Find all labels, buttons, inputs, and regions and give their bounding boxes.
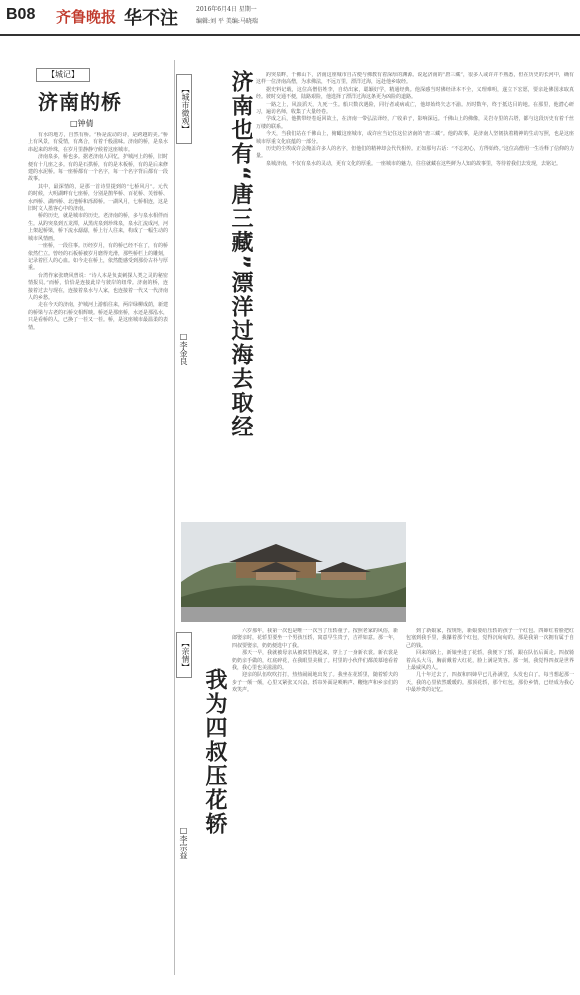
column-name: 华不注: [124, 8, 178, 29]
right-bottom-headline: 我为四叔压花轿: [202, 668, 227, 836]
page-number: B08: [6, 6, 36, 23]
issue-date: 2016年6月4日 星期一: [196, 6, 257, 13]
paragraph: 台湾作家张晓风曾说：“诗人本是负责刺探人类之灵的秘密情报员。”而桥，恰恰是连接此岸与彼岸的纽带。济南的桥，连接着过去与现在，连接着泉水与人家，也连接着一代又一代济南人的乡愁。: [28, 272, 168, 301]
paragraph: 历史的尘埃或许会掩盖许多人的名字，但他们的精神却会代代相传。正如那句古话：“不忘初心，方得始终。”这位高僧用一生诠释了信仰的力量。: [256, 146, 574, 160]
paragraph: 迎亲的队伍吹吹打打，热热闹闹地出发了。我坐在花轿里，随着轿夫的步子一颠一颠，心里又紧张又兴奋。轿帘外面是唢呐声、鞭炮声和乡亲们的欢笑声。: [232, 672, 398, 694]
paragraph: 一座桥，一段往事。历经岁月，有的桥已经不在了，有的桥依然伫立。曾经的石板桥被岁月磨得光滑，那些桥栏上的雕刻，记录着匠人的心血。如今走在桥上，依然能感受到那份古朴与厚重。: [28, 243, 168, 272]
right-top-headline: 济南也有“唐三藏”漂洋过海去取经: [228, 70, 253, 439]
right-bottom-kicker: 【亲情】: [176, 632, 192, 678]
right-bottom-body-left: [232, 628, 398, 978]
right-bottom-author: □李宗益: [179, 826, 188, 859]
paragraph: 走在今天的济南，护城河上游船往来，两岸绿柳成荫，新建的桥梁与古老的石桥交相辉映。桥还是那座桥，水还是那泓水，只是看桥的人，已换了一茬又一茬。桥，是这座城市最温柔的表情。: [28, 302, 168, 331]
editor-credit: 编辑:刘 平 美编:马晓瑞: [196, 18, 258, 25]
paragraph: 今天，当我们站在千佛山上，俯瞰这座城市，或许应当记住这位济南的“唐三藏”。他的故事，是济南人坚韧执着精神的生动写照，也是这座城市厚重文化底蕴的一部分。: [256, 131, 574, 145]
paragraph: 六岁那年，我第一次也是唯一一次当了压轿童子。按照老家的风俗，新郎娶亲时，花轿里要坐一个男孩压轿，寓意早生贵子，吉祥如意。那一年，四叔要娶亲，奶奶便选中了我。: [232, 628, 398, 649]
temple-photo: [181, 522, 406, 622]
paragraph: 据史料记载，这位高僧俗姓李，自幼出家，聪颖好学，精通经典。他深感当时佛经译本不全，义理难明，遂立下宏愿，要亲赴佛国求取真经。彼时交通不便，陆路艰险，他选择了漂洋过海这条更为凶险的道路。: [256, 86, 574, 101]
left-author: □钟倩: [70, 119, 94, 128]
paragraph: 到了新娘家，按规矩，新娘要给压轿的孩子一个红包。四婶红着脸把红包塞到我手里，我攥着那个红包，觉得沉甸甸的。那是我第一次拥有属于自己的钱。: [406, 628, 574, 649]
paragraph: 济南泉多，桥也多。据老济南人回忆，护城河上的桥，旧时便有十几座之多。有的是石拱桥，有的是木板桥，有的是后来修建的水泥桥。每一座桥都有一个名字，每一个名字背后都有一段故事。: [28, 154, 168, 183]
right-top-author: □李金良: [179, 332, 188, 365]
paragraph: 学成之后，他携带经卷返回故土，在济南一带弘法译经，广收弟子，影响深远。千佛山上的佛像，灵岩寺里的古塔，都与这段历史有着千丝万缕的联系。: [256, 116, 574, 130]
column-divider: [174, 60, 175, 975]
right-bottom-body-right: [406, 628, 574, 978]
brand-logo: 齐鲁晚报: [56, 8, 117, 26]
right-top-body: [256, 72, 574, 516]
paragraph: 桥的历史，就是城市的历史。老济南的桥，多与泉水相伴而生。从趵突泉到五龙潭，从黑虎泉到珍珠泉，泉水汇流成河，河上架起桥梁，桥下流水潺潺，桥上行人往来，构成了一幅生动的城市风情画。: [28, 213, 168, 242]
paragraph: 有水的地方，自然有桥。“桥是流动的诗，是跨越的美。”桥上有风景，有爱情，有离合，有着千般滋味。济南的桥，是泉水串起来的珍珠，在岁月里静静守候着这座城市。: [28, 132, 168, 153]
temple-photo-image: [181, 522, 406, 622]
left-headline: 济南的桥: [38, 90, 122, 114]
left-kicker: 【城记】: [36, 68, 90, 82]
paragraph: 一路之上，风浪滔天，九死一生。船只数次遇险，同行者或病或亡，他却始终矢志不渝。历时数年，终于抵达目的地。在那里，他潜心研习，遍访名师，收集了大量经卷。: [256, 101, 574, 116]
left-article-body: [28, 132, 168, 974]
paragraph: 趵突泉畔，千佛山下，济南这座城市自古便与佛教有着深厚的渊源。说起济南的“唐三藏”，很多人或许并不熟悉，但在历史的长河中，确有这样一位济南高僧，为求佛法，不远万里，漂洋过海，远赴他乡取经。: [256, 72, 574, 86]
paragraph: 那天一早，我就被母亲从被窝里拽起来，穿上了一身新衣裳。新衣裳是奶奶亲手做的，红底碎花，在我眼里美极了。村里的小伙伴们都羡慕地看着我，我心里也美滋滋的。: [232, 650, 398, 672]
paragraph: 回来的路上，新娘坐进了花轿，我便下了轿，跟在队伍后面走。四叔骑着高头大马，胸前戴着大红花，脸上满是笑容。那一刻，我觉得四叔是世界上最威风的人。: [406, 650, 574, 672]
paragraph: 泉城济南，不仅有泉水的灵动，更有文化的厚重。一座城市的魅力，往往就藏在这些鲜为人知的故事里，等待着我们去发现，去铭记。: [266, 160, 562, 167]
paragraph: 其中，最深情的，是那一首诗里提到的“七桥风月”。元代的时候，大明湖畔有七座桥，分别是鹊华桥、百花桥、芙蓉桥、水西桥、湖西桥、北池桥和泺源桥。一湖风月，七桥相连，这是旧时文人墨客心中的济南。: [28, 183, 168, 213]
page-header: [0, 0, 580, 36]
right-top-kicker: 【城市微观】: [176, 74, 192, 144]
paragraph: 几十年过去了，四叔和四婶早已儿孙满堂，头发也白了。每当想起那一天，我的心里依然暖暖的。那顶花轿，那个红包，那份乡情，已经成为我心中最珍贵的记忆。: [406, 672, 574, 694]
